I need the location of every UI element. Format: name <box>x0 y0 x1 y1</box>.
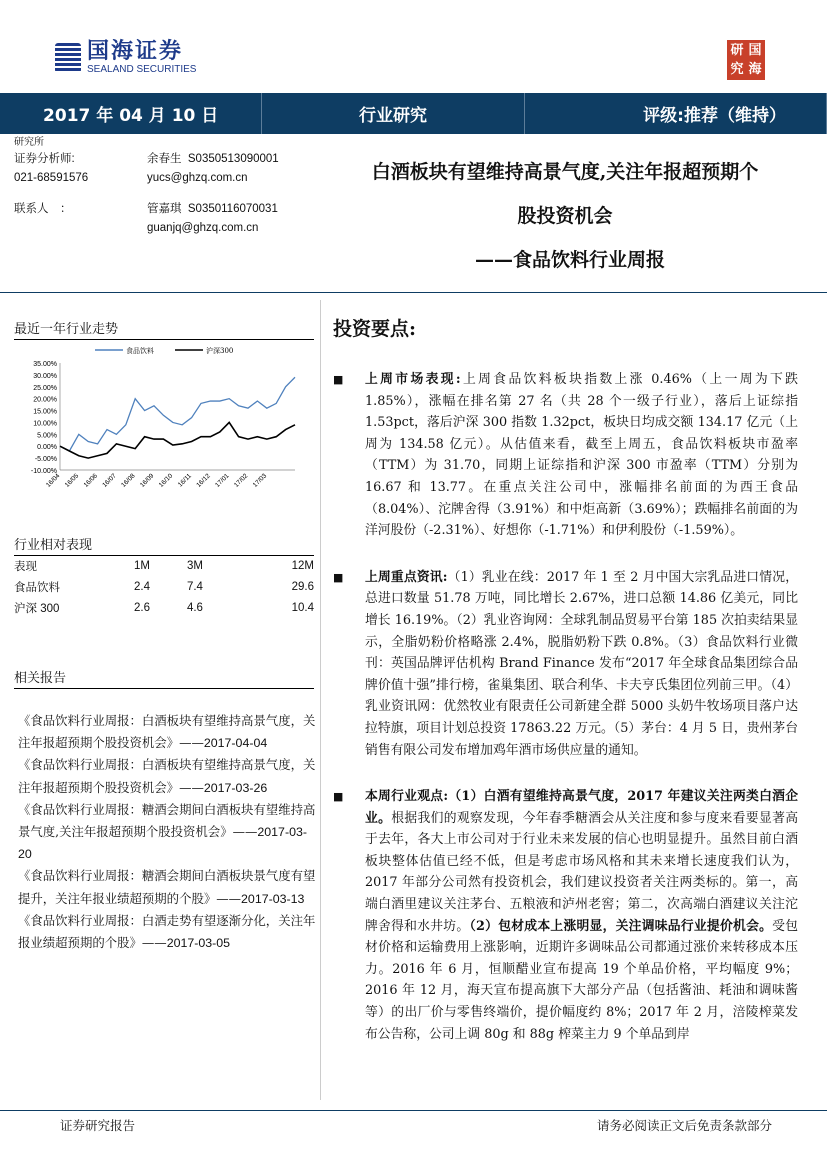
y-tick-label: 10.00% <box>33 420 57 428</box>
y-tick-label: 0.00% <box>37 444 57 452</box>
td: 2.6 <box>134 601 150 614</box>
related-report[interactable]: 《食品饮料行业周报：白酒板块有望维持高景气度，关注年报超预期个股投资机会》——2017-04-04 <box>18 713 316 751</box>
seal-char: 国 <box>748 43 762 58</box>
y-tick-label: -5.00% <box>34 456 57 464</box>
th: 表现 <box>14 560 37 573</box>
bullet-text: 根据我们的观察发现，今年春季糖酒会从关注度和参与度来看要显著高于去年，各大上市公司对于行业未来发展的信心也明显提升。虽然目前白酒板块整体估值已经不低，但是考虑市场风格和其未来增长速度我们认为，2017 年部分公司然有投资机会，我们建议投资者关注两类标的。第一，高端白酒里建议关注茅台、五粮液和泸州老窖；第二，次高端白酒建议关注沱牌舍得和水井坊。 <box>365 810 799 934</box>
x-tick-label: 17/03 <box>251 472 269 489</box>
bullet-square-icon: ■ <box>333 790 344 804</box>
main-heading: 投资要点: <box>333 318 417 340</box>
header-band <box>0 93 827 134</box>
footer-left: 证券研究报告 <box>60 1118 136 1133</box>
x-tick-label: 16/06 <box>82 472 100 489</box>
table-row <box>14 576 314 597</box>
td: 2.4 <box>134 580 150 593</box>
logo-cn: 国海证券 <box>87 39 184 64</box>
th: 3M <box>186 559 203 572</box>
x-tick-label: 16/08 <box>120 472 137 489</box>
seal-char: 究 <box>730 62 744 77</box>
bullet-label: 上周市场表现: <box>365 372 461 387</box>
company-logo <box>55 40 196 75</box>
analyst-name: 余春生 <box>147 153 182 165</box>
x-tick-label: 16/09 <box>138 472 156 489</box>
bullet-text: 受包材价格和运输费用上涨影响，近期许多调味品公司都通过涨价来转移成本压力。2016 年 6 月，恒顺醋业宣布提高 19 个单品价格，平均幅度 9%；2016 年 12 月，海天宣布提高旗下大部分产品（包括酱油、耗油和调味酱等）的出厂价与零售终端价，提价幅度约 8%；2017 年 2 月，涪陵榨菜发布公告称，公司上调 80g 和 88g 榨菜主力 9 个单品到岸 <box>365 918 799 1042</box>
rating: 评级:推荐（维持） <box>525 93 827 134</box>
x-tick-label: 16/11 <box>176 472 194 489</box>
x-tick-label: 17/02 <box>232 472 250 489</box>
report-type: 行业研究 <box>262 93 524 134</box>
y-tick-label: 15.00% <box>33 408 57 416</box>
td: 7.4 <box>186 580 203 593</box>
related-title: 相关报告 <box>14 667 314 689</box>
divider <box>0 292 827 293</box>
contact-email[interactable]: guanjq@ghzq.com.cn <box>147 222 259 234</box>
table-header <box>14 555 314 576</box>
bullet-square-icon: ■ <box>333 570 344 584</box>
column-divider <box>320 300 321 1100</box>
footer-right: 请务必阅读正文后免责条款部分 <box>596 1118 772 1133</box>
contacts <box>14 136 324 238</box>
x-tick-label: 17/01 <box>214 472 231 489</box>
logo-en: SEALAND SECURITIES <box>87 64 197 75</box>
td: 29.6 <box>291 580 314 593</box>
bullet-text: （1）乳业在线：2017 年 1 至 2 月中国大宗乳品进口情况，总进口数量 51.78 万吨，同比增长 2.67%，进口总额 14.86 亿美元，同比增长 16.19%。（2）乳业咨询网：全球乳制品贸易平台第 185 次拍卖结果显示，全脂奶粉价格略涨 2.4%，脱脂奶粉下跌 0.8%。（3）食品饮料行业微刊：英国品牌评估机构 Brand Finance 发布“2017 年全球食品集团综合品牌价值十强”排行榜，雀巢集团、联合利华、卡夫亨氏集团位列前三甲。（4）乳业资讯网：优然牧业有限责任公司新建全群 5000 头奶牛牧场项目落户达拉特旗，项目计划总投资 17863.22 万元。（5）茅台：4 月 5 日，贵州茅台销售有限公司发布增加鸡年酒市场供应量的通知。 <box>365 569 798 758</box>
analyst-phone: 021-68591576 <box>14 172 89 184</box>
trend-title: 最近一年行业走势 <box>14 318 314 340</box>
seal-char: 研 <box>730 43 744 58</box>
y-tick-label: 35.00% <box>33 361 57 368</box>
subtitle: ——食品饮料行业周报 <box>474 249 665 271</box>
related-report[interactable]: 《食品饮料行业周报：白酒板块有望维持高景气度，关注年报超预期个股投资机会》——2017-03-26 <box>18 757 316 795</box>
bullet-square-icon: ■ <box>333 373 344 386</box>
series-line-1 <box>60 422 295 458</box>
title-line2: 股投资机会 <box>517 205 613 227</box>
x-tick-label: 16/12 <box>195 472 212 489</box>
seal-char: 海 <box>748 62 762 77</box>
trend-chart <box>10 338 310 498</box>
relative-title: 行业相对表现 <box>14 534 314 556</box>
legend-label: 食品饮料 <box>126 347 154 355</box>
bullet-market <box>333 369 798 542</box>
th: 1M <box>134 559 150 572</box>
y-tick-label: -10.00% <box>30 468 57 475</box>
td: 沪深 300 <box>14 602 60 615</box>
y-tick-label: 30.00% <box>33 372 57 380</box>
report-title <box>330 150 800 282</box>
contact-id: S0350116070031 <box>187 203 278 215</box>
x-tick-label: 16/05 <box>63 472 81 489</box>
x-tick-label: 16/10 <box>157 472 175 489</box>
table-row <box>14 597 314 618</box>
contact-name: 管嘉琪 <box>147 203 182 215</box>
bullet-label: 本周行业观点:（1）白酒有望维持高景气度，2017 年建议关注两类白酒企业。 <box>365 789 798 826</box>
analyst-label: 证券分析师: <box>14 153 75 165</box>
relative-table <box>14 555 314 618</box>
td: 10.4 <box>291 601 314 614</box>
legend-label: 沪深300 <box>206 347 234 355</box>
bullet-text: 上周食品饮料板块指数上涨 0.46%（上一周为下跌 1.85%），涨幅在排名第 27 名（共 28 个一级子行业），落后上证综指 1.53pct，落后沪深 300 指数 1.32pct，板块日均成交额 134.17 亿元（上周为 134.58 亿元）。从估值来看，截至上周五，食品饮料板块市盈率（TTM）为 31.70，同期上证综指和沪深 300 市盈率（TTM）分别为 16.67 和 13.77。在重点关注公司中，涨幅排名前面的为西王食品（8.04%）、沱牌舍得（3.91%）和中炬高新（3.69%）；跌幅排名前面的为洋河股份（-2.31%）、好想你（-1.71%）和伊利股份（-1.59%）。 <box>365 372 798 539</box>
related-report[interactable]: 《食品饮料行业周报：糖酒会期间白酒板块景气度有望提升，关注年报业绩超预期的个股》——2017-03-13 <box>18 868 316 906</box>
y-tick-label: 5.00% <box>37 432 57 440</box>
title-line1: 白酒板块有望维持高景气度,关注年报超预期个 <box>371 161 759 183</box>
bullet-news <box>333 567 798 761</box>
report-date: 2017 年 04 月 10 日 <box>0 93 262 134</box>
td: 食品饮料 <box>14 581 60 594</box>
x-tick-label: 16/04 <box>44 472 62 489</box>
th: 12M <box>291 559 314 572</box>
x-tick-label: 16/07 <box>101 472 118 489</box>
related-report[interactable]: 《食品饮料行业周报：白酒走势有望逐渐分化，关注年报业绩超预期的个股》——2017-03-05 <box>18 912 316 951</box>
footer-line <box>0 1110 827 1111</box>
main-content <box>333 369 798 1061</box>
research-seal <box>727 40 765 80</box>
series-line-0 <box>60 377 295 451</box>
logo-wave-icon <box>55 43 81 73</box>
y-tick-label: 25.00% <box>33 384 57 392</box>
td: 4.6 <box>186 601 203 614</box>
analyst-email[interactable]: yucs@ghzq.com.cn <box>147 172 248 184</box>
analyst-id: S0350513090001 <box>187 153 279 165</box>
contact-label: 联系人 ： <box>14 203 72 215</box>
related-reports <box>18 710 318 954</box>
bullet-label: （2）包材成本上涨明显，关注调味品行业提价机会。 <box>469 918 773 934</box>
y-tick-label: 20.00% <box>33 396 57 404</box>
bullet-label: 上周重点资讯: <box>365 569 448 585</box>
dept: 研究所 <box>14 137 44 148</box>
related-report[interactable]: 《食品饮料行业周报：糖酒会期间白酒板块有望维持高景气度,关注年报超预期个股投资机会》——2017-03-20 <box>18 801 316 862</box>
bullet-view <box>333 786 798 1045</box>
